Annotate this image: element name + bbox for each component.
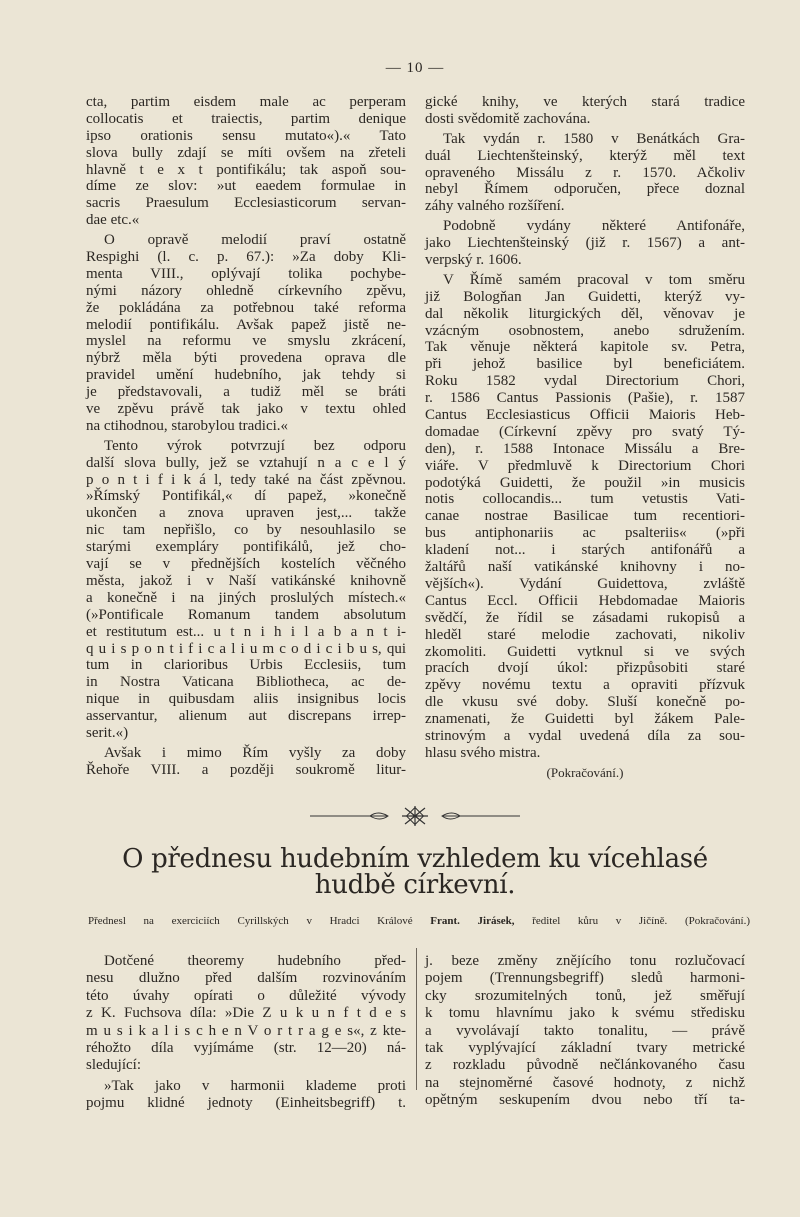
- text-line: sledující:: [86, 1057, 141, 1074]
- text-line: Tak věnuje některá kapitole sv. Petra,: [425, 339, 745, 356]
- text-line: réhožto díla vyjímáme (str. 12—20) ná-: [86, 1039, 406, 1056]
- text-line: slova bully zdají se míti ovšem na zřeteli: [86, 144, 406, 161]
- text-line: Respighi (l. c. p. 67.): »Za doby Kli-: [86, 249, 406, 266]
- text-line: in Nostra Vaticana Bibliotheca, ac de-: [86, 674, 406, 691]
- text-line: nýbrž měla býti provedena oprava dle: [86, 350, 406, 367]
- text-line: zpěvy novému textu a opraviti přízvuk: [425, 677, 745, 694]
- text-line: sacris Praesulum Ecclesiasticorum servan-: [86, 195, 406, 212]
- paragraph: [86, 953, 406, 1075]
- text-line: dae etc.«: [86, 212, 140, 229]
- text-line: viáře. V předmluvě k Directorium Chori: [425, 457, 745, 474]
- text-line: jako Liechtenšteinský (již r. 1567) a ant-: [425, 235, 745, 252]
- text-line: domadae (Církevní zpěvy pro svatý Tý-: [425, 423, 745, 440]
- text-line: canae nostrae Basilicae tum recentiori-: [425, 508, 745, 525]
- text-line: záhy valného rozšíření.: [425, 198, 565, 215]
- text-line: města, jakož i v Naší vatikánské knihovně: [86, 572, 406, 589]
- text-line: Roku 1582 vydal Directorium Chori,: [425, 373, 745, 390]
- upper-right-column: [425, 94, 745, 782]
- text-line: q u i s p o n t i f i c a l i u m c o d i c i b u s, qui: [86, 640, 406, 657]
- text-line: již Bologňan Jan Guidetti, kterýž vy-: [425, 288, 745, 305]
- text-line: strinovým a vydal uvedená díla za sou-: [425, 727, 745, 744]
- paragraph: [86, 1078, 406, 1113]
- text-line: O opravě melodií praví ostatně: [104, 232, 406, 249]
- text-line: a vyvolávají takto tonalitu, — právě: [425, 1022, 745, 1039]
- text-line: pojem (Trennungsbegriff) sledů harmoni-: [425, 970, 745, 987]
- text-line: collocatis et traiectis, partim denique: [86, 110, 406, 127]
- article-left-column: [86, 953, 406, 1116]
- text-line: pracích dvojí úkol: přizpůsobiti staré: [425, 660, 745, 677]
- text-line: hleděl staré melodie zachovati, nikoliv: [425, 626, 745, 643]
- byline-author: Frant. Jirásek,: [430, 915, 515, 927]
- article-right-column: [425, 953, 745, 1113]
- text-line: pojmu klidné jednoty (Einheitsbegriff) t.: [86, 1095, 406, 1112]
- text-line: verpský r. 1606.: [425, 252, 522, 269]
- text-line: duál Liechtenšteinský, kterýž měl text: [425, 147, 745, 164]
- text-line: bus antiphonariis ac psalteriis« (»při: [425, 525, 745, 542]
- text-line: hlasu svého mistra.: [425, 744, 541, 761]
- text-line: další slova bully, jež se vztahují n a c e l ý: [86, 454, 406, 471]
- text-line: et restitutum est... u t n i h i l a b a n t i-: [86, 623, 406, 640]
- text-line: Řehoře VIII. a později soukromě litur-: [86, 761, 406, 778]
- text-line: opětným seskupením dvou nebo tří ta-: [425, 1092, 745, 1109]
- text-line: r. 1586 Cantus Passionis (Pašie), r. 1587: [425, 390, 745, 407]
- text-line: nique in quibusdam aliis insignibus locis: [86, 691, 406, 708]
- text-line: opraveného Missálu z r. 1570. Ačkoliv: [425, 164, 745, 181]
- paragraph: [425, 94, 745, 128]
- text-line: myslel na reformu ve smyslu zkrácení,: [86, 333, 406, 350]
- text-line: z K. Fuchsova díla: »Die Z u k u n f t d e s: [86, 1005, 406, 1022]
- article-title-line: hudbě církevní.: [314, 870, 516, 900]
- text-line: starými exempláry pontifikálů, jež cho-: [86, 539, 406, 556]
- text-line: při jehož basilice byl beneficiátem.: [425, 356, 745, 373]
- text-line: nesu dlužno před dalším rozvinováním: [86, 970, 406, 987]
- text-line: m u s i k a l i s c h e n V o r t r a g e s«, z kte-: [86, 1022, 406, 1039]
- continued-note: (Pokračování.): [546, 764, 624, 780]
- text-line: j. beze změny znějícího tonu rozlučovací: [425, 953, 745, 969]
- text-line: notis collocandis... tum vetustis Vati-: [425, 491, 745, 508]
- text-line: ve zpěvu právě tak jako v textu ohled: [86, 401, 406, 418]
- text-line: zkomoliti. Guidetti vytknul si ve svých: [425, 643, 745, 660]
- text-line: nými názory ohledně církevního zpěvu,: [86, 282, 406, 299]
- text-line: této úvahy opírati o důležité vývody: [86, 987, 406, 1004]
- text-line: cta, partim eisdem male ac perperam: [86, 94, 406, 110]
- text-line: ipso orationis sensu mutato«).« Tato: [86, 127, 406, 144]
- text-line: Tento výrok potvrzují bez odporu: [104, 437, 406, 454]
- text-line: nebyl Římem odporučen, přece doznal: [425, 181, 745, 198]
- upper-left-column: [86, 94, 406, 782]
- text-line: tum in clarioribus Urbis Ecclesiis, tum: [86, 657, 406, 674]
- column-divider: [416, 948, 417, 1090]
- text-line: k tomu hlavnímu jako k svému středisku: [425, 1005, 745, 1022]
- text-line: p o n t i f i k á l, tedy také na část zpěvnou.: [86, 471, 406, 488]
- text-line: a konečně i na jiných proslulých místech.«: [86, 589, 406, 606]
- text-line: tak vyplývající základní tvary metrické: [425, 1039, 745, 1056]
- text-line: vají se v přednějších kostelích věčného: [86, 556, 406, 573]
- text-line: »Římský Pontifikál,« dí papež, »konečně: [86, 488, 406, 505]
- text-line: gické knihy, ve kterých stará tradice: [425, 94, 745, 110]
- text-line: svědčí, že řídil se zásadami rukopisů a: [425, 609, 745, 626]
- text-line: žaltářů naší vatikánské knihovny i no-: [425, 559, 745, 576]
- text-line: Tak vydán r. 1580 v Benátkách Gra-: [443, 130, 745, 147]
- byline-prefix: Přednesl na exerciciích Cyrillských v Hradci Králové: [88, 915, 413, 927]
- text-line: pravidel umění hudebního, jak tehdy si: [86, 367, 406, 384]
- text-line: den), r. 1588 Intonace Missálu a Bre-: [425, 440, 745, 457]
- article-title: [0, 846, 800, 898]
- text-line: (»Pontificale Romanum tandem absolutum: [86, 606, 406, 623]
- byline-suffix: ředitel kůru v Jičíně. (Pokračování.): [532, 915, 751, 927]
- text-line: nic tam nepřišlo, co by nesouhlasilo se: [86, 522, 406, 539]
- text-line: vějších«). Vydání Guidettova, zvláště: [425, 575, 745, 592]
- text-line: »Tak jako v harmonii klademe proti: [104, 1077, 406, 1094]
- text-line: je představovali, a tudiž měl se bráti: [86, 384, 406, 401]
- text-line: Avšak i mimo Řím vyšly za doby: [104, 744, 406, 761]
- text-line: dosti svědomitě zachována.: [425, 110, 591, 127]
- text-line: menta VIII., oplývají tolika pochybe-: [86, 265, 406, 282]
- paragraph: [86, 94, 406, 229]
- paragraph: [86, 745, 406, 779]
- article-byline: [88, 915, 750, 927]
- text-line: hlavně t e x t pontifikálu; tak aspoň sou-: [86, 161, 406, 178]
- text-line: díme ze slov: »ut eaedem formulae in: [86, 178, 406, 195]
- text-line: kladení not... i starých antifonářů a: [425, 542, 745, 559]
- paragraph: [425, 131, 745, 215]
- text-line: dal několik liturgických děl, věnovav je: [425, 305, 745, 322]
- text-line: Podobně vydány některé Antifonáře,: [443, 218, 745, 235]
- text-line: ukončen a znova upraven jest,... takže: [86, 505, 406, 522]
- text-line: serit.«): [86, 724, 129, 741]
- text-line: znamenati, že Guidetti byl žákem Pale-: [425, 711, 745, 728]
- text-line: na ctihodnou, starobylou tradici.«: [86, 417, 289, 434]
- text-line: cky srozumitelných tonů, jež směřují: [425, 987, 745, 1004]
- paragraph: [86, 232, 406, 435]
- text-line: že pokládána za potřebnou také reforma: [86, 299, 406, 316]
- paragraph: [425, 953, 745, 1110]
- paragraph: [425, 218, 745, 269]
- paragraph: [425, 272, 745, 762]
- article-title-line: O přednesu hudebním vzhledem ku vícehlasé: [122, 844, 708, 874]
- text-line: z rozkladu původně nečlánkovaného času: [425, 1057, 745, 1074]
- paragraph: [86, 438, 406, 742]
- text-line: vzácným osobnostem, anebo sdružením.: [425, 322, 745, 339]
- page-number: — 10 —: [385, 60, 445, 76]
- text-line: V Římě samém pracoval v tom směru: [443, 271, 745, 288]
- text-line: na stejnoměrné časové hodnoty, z nichž: [425, 1074, 745, 1091]
- text-line: dle vkusu své doby. Sluší konečně po-: [425, 694, 745, 711]
- text-line: melodií pontifikálu. Avšak papež jistě ne-: [86, 316, 406, 333]
- text-line: Dotčené theoremy hudebního před-: [104, 953, 406, 969]
- text-line: asservantur, alienum aut discrepans irrep-: [86, 708, 406, 725]
- ornament-divider-icon: [310, 806, 520, 826]
- text-line: Cantus Eccl. Officii Hebdomadae Maioris: [425, 592, 745, 609]
- text-line: Cantus Ecclesiasticus Officii Maioris Heb-: [425, 407, 745, 424]
- text-line: podotýká Guidetti, že použil »in musicis: [425, 474, 745, 491]
